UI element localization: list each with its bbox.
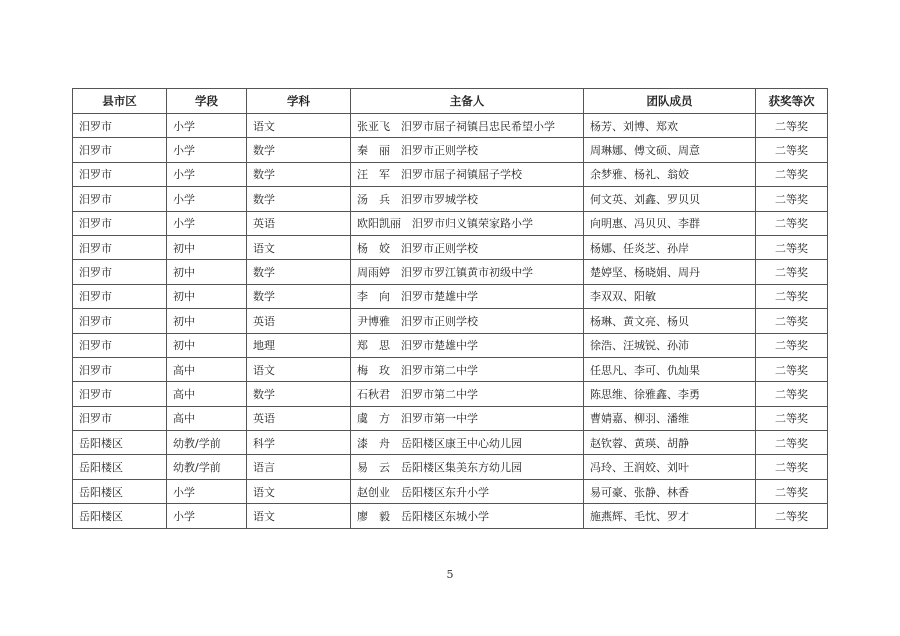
stage-cell: 高中 — [167, 357, 247, 381]
lead-preparer-cell: 尹博雅 汨罗市正则学校 — [351, 309, 584, 333]
table-row — [73, 333, 828, 357]
team-members-cell: 曹婧嘉、柳羽、潘维 — [584, 406, 756, 430]
award-level-cell: 二等奖 — [756, 284, 828, 308]
team-members-cell: 施燕辉、毛忱、罗才 — [584, 504, 756, 528]
stage-cell: 初中 — [167, 235, 247, 259]
award-level-cell: 二等奖 — [756, 504, 828, 528]
header-row — [73, 89, 828, 114]
table-row — [73, 431, 828, 455]
county-cell: 汨罗市 — [73, 235, 167, 259]
table-row — [73, 504, 828, 528]
award-level-cell: 二等奖 — [756, 235, 828, 259]
award-level-cell: 二等奖 — [756, 114, 828, 138]
award-level-cell: 二等奖 — [756, 309, 828, 333]
stage-cell: 初中 — [167, 333, 247, 357]
team-members-cell: 周琳娜、傅文硕、周意 — [584, 138, 756, 162]
subject-cell: 英语 — [247, 406, 351, 430]
county-cell: 汨罗市 — [73, 309, 167, 333]
lead-preparer-cell: 虞 方 汨罗市第一中学 — [351, 406, 584, 430]
table-row — [73, 357, 828, 381]
table-row — [73, 114, 828, 138]
subject-cell: 语言 — [247, 455, 351, 479]
award-level-cell: 二等奖 — [756, 357, 828, 381]
lead-preparer-cell: 郑 思 汨罗市楚雄中学 — [351, 333, 584, 357]
table-row — [73, 309, 828, 333]
table-row — [73, 455, 828, 479]
stage-cell: 高中 — [167, 382, 247, 406]
team-members-cell: 杨娜、任炎芝、孙岸 — [584, 235, 756, 259]
subject-cell: 语文 — [247, 235, 351, 259]
county-cell: 汨罗市 — [73, 162, 167, 186]
table-body — [73, 114, 828, 529]
team-members-cell: 任思凡、李可、仇灿果 — [584, 357, 756, 381]
column-header: 团队成员 — [584, 89, 756, 114]
table-row — [73, 138, 828, 162]
subject-cell: 语文 — [247, 114, 351, 138]
table-row — [73, 284, 828, 308]
award-level-cell: 二等奖 — [756, 211, 828, 235]
county-cell: 汨罗市 — [73, 138, 167, 162]
county-cell: 汨罗市 — [73, 211, 167, 235]
award-level-cell: 二等奖 — [756, 187, 828, 211]
subject-cell: 数学 — [247, 382, 351, 406]
subject-cell: 英语 — [247, 211, 351, 235]
subject-cell: 数学 — [247, 187, 351, 211]
stage-cell: 幼教/学前 — [167, 431, 247, 455]
stage-cell: 初中 — [167, 309, 247, 333]
county-cell: 岳阳楼区 — [73, 504, 167, 528]
column-header: 学科 — [247, 89, 351, 114]
lead-preparer-cell: 张亚飞 汨罗市屈子祠镇吕忠民希望小学 — [351, 114, 584, 138]
award-level-cell: 二等奖 — [756, 431, 828, 455]
table-row — [73, 235, 828, 259]
awards-table — [72, 88, 828, 529]
subject-cell: 数学 — [247, 260, 351, 284]
county-cell: 汨罗市 — [73, 357, 167, 381]
award-level-cell: 二等奖 — [756, 138, 828, 162]
team-members-cell: 李双双、阳敏 — [584, 284, 756, 308]
table-row — [73, 187, 828, 211]
team-members-cell: 赵钦蓉、黄瑛、胡静 — [584, 431, 756, 455]
column-header: 县市区 — [73, 89, 167, 114]
county-cell: 汨罗市 — [73, 333, 167, 357]
stage-cell: 小学 — [167, 114, 247, 138]
lead-preparer-cell: 李 向 汨罗市楚雄中学 — [351, 284, 584, 308]
award-level-cell: 二等奖 — [756, 260, 828, 284]
lead-preparer-cell: 汤 兵 汨罗市罗城学校 — [351, 187, 584, 211]
subject-cell: 英语 — [247, 309, 351, 333]
subject-cell: 数学 — [247, 138, 351, 162]
subject-cell: 语文 — [247, 504, 351, 528]
team-members-cell: 冯玲、王润姣、刘叶 — [584, 455, 756, 479]
county-cell: 汨罗市 — [73, 260, 167, 284]
stage-cell: 高中 — [167, 406, 247, 430]
subject-cell: 数学 — [247, 284, 351, 308]
column-header: 获奖等次 — [756, 89, 828, 114]
lead-preparer-cell: 周雨婷 汨罗市罗江镇黄市初级中学 — [351, 260, 584, 284]
county-cell: 岳阳楼区 — [73, 431, 167, 455]
table-row — [73, 382, 828, 406]
table-header — [73, 89, 828, 114]
team-members-cell: 杨琳、黄文亮、杨贝 — [584, 309, 756, 333]
team-members-cell: 向明惠、冯贝贝、李群 — [584, 211, 756, 235]
county-cell: 岳阳楼区 — [73, 455, 167, 479]
page-number: 5 — [446, 568, 454, 581]
lead-preparer-cell: 秦 丽 汨罗市正则学校 — [351, 138, 584, 162]
table-row — [73, 162, 828, 186]
lead-preparer-cell: 梅 玫 汨罗市第二中学 — [351, 357, 584, 381]
lead-preparer-cell: 杨 姣 汨罗市正则学校 — [351, 235, 584, 259]
table-row — [73, 260, 828, 284]
award-level-cell: 二等奖 — [756, 162, 828, 186]
table-row — [73, 479, 828, 503]
lead-preparer-cell: 欧阳凯丽 汨罗市归义镇荣家路小学 — [351, 211, 584, 235]
team-members-cell: 陈思维、徐雅鑫、李勇 — [584, 382, 756, 406]
lead-preparer-cell: 廖 毅 岳阳楼区东城小学 — [351, 504, 584, 528]
lead-preparer-cell: 易 云 岳阳楼区集美东方幼儿园 — [351, 455, 584, 479]
county-cell: 岳阳楼区 — [73, 479, 167, 503]
county-cell: 汨罗市 — [73, 114, 167, 138]
lead-preparer-cell: 石秋君 汨罗市第二中学 — [351, 382, 584, 406]
subject-cell: 语文 — [247, 357, 351, 381]
table-row — [73, 211, 828, 235]
award-level-cell: 二等奖 — [756, 479, 828, 503]
award-level-cell: 二等奖 — [756, 455, 828, 479]
subject-cell: 语文 — [247, 479, 351, 503]
stage-cell: 幼教/学前 — [167, 455, 247, 479]
county-cell: 汨罗市 — [73, 406, 167, 430]
stage-cell: 初中 — [167, 284, 247, 308]
subject-cell: 地理 — [247, 333, 351, 357]
team-members-cell: 余梦雅、杨礼、翁姣 — [584, 162, 756, 186]
lead-preparer-cell: 汪 军 汨罗市屈子祠镇屈子学校 — [351, 162, 584, 186]
county-cell: 汨罗市 — [73, 284, 167, 308]
stage-cell: 小学 — [167, 211, 247, 235]
team-members-cell: 楚婷坚、杨晓娟、周丹 — [584, 260, 756, 284]
stage-cell: 小学 — [167, 479, 247, 503]
stage-cell: 小学 — [167, 187, 247, 211]
county-cell: 汨罗市 — [73, 187, 167, 211]
stage-cell: 小学 — [167, 162, 247, 186]
lead-preparer-cell: 赵创业 岳阳楼区东升小学 — [351, 479, 584, 503]
team-members-cell: 徐浩、汪城锐、孙沛 — [584, 333, 756, 357]
subject-cell: 数学 — [247, 162, 351, 186]
lead-preparer-cell: 漆 舟 岳阳楼区康王中心幼儿园 — [351, 431, 584, 455]
award-level-cell: 二等奖 — [756, 406, 828, 430]
team-members-cell: 何文英、刘鑫、罗贝贝 — [584, 187, 756, 211]
award-level-cell: 二等奖 — [756, 333, 828, 357]
team-members-cell: 杨芳、刘博、郑欢 — [584, 114, 756, 138]
stage-cell: 小学 — [167, 504, 247, 528]
column-header: 主备人 — [351, 89, 584, 114]
award-level-cell: 二等奖 — [756, 382, 828, 406]
team-members-cell: 易可豪、张静、林香 — [584, 479, 756, 503]
stage-cell: 小学 — [167, 138, 247, 162]
table-row — [73, 406, 828, 430]
subject-cell: 科学 — [247, 431, 351, 455]
stage-cell: 初中 — [167, 260, 247, 284]
column-header: 学段 — [167, 89, 247, 114]
county-cell: 汨罗市 — [73, 382, 167, 406]
